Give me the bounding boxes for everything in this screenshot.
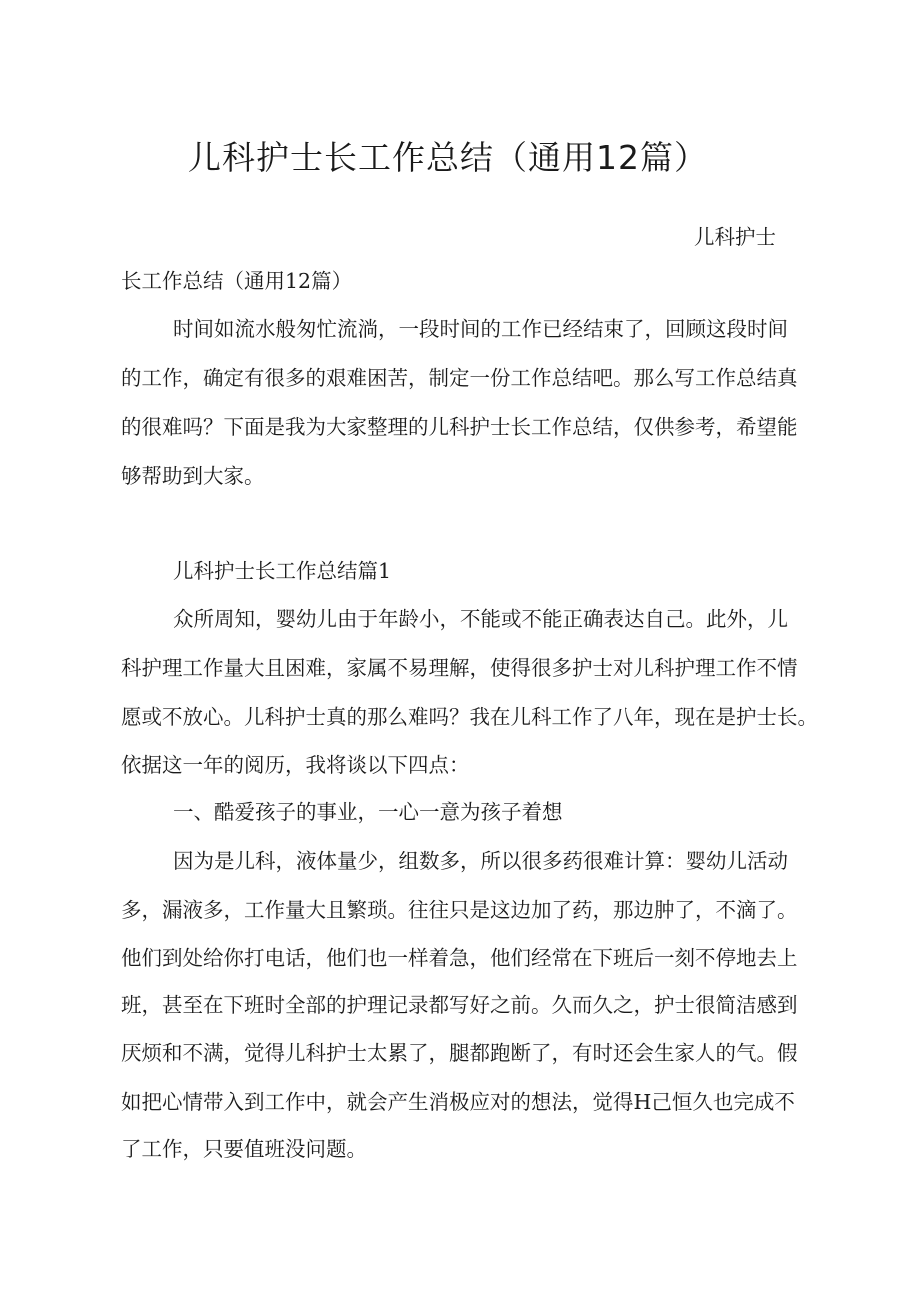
- para2-line-3: 他们到处给你打电话，他们也一样着急，他们经常在下班后一刻不停地去上: [121, 946, 798, 970]
- para1-line-1: 众所周知，婴幼儿由于年龄小，不能或不能正确表达自己。此外，儿: [173, 607, 788, 631]
- para2-line-7: 了工作，只要值班没问题。: [121, 1137, 367, 1161]
- intro-line-2: 的工作，确定有很多的艰难困苦，制定一份工作总结吧。那么写工作总结真: [121, 366, 798, 390]
- byline-first-part: 儿科护士: [694, 225, 776, 249]
- para2-line-4: 班，甚至在下班时全部的护理记录都写好之前。久而久之，护士很简洁感到: [121, 993, 798, 1017]
- para2-line-6: 如把心情带入到工作中，就会产生消极应对的想法，觉得H己恒久也完成不: [121, 1090, 795, 1114]
- section-heading: 儿科护士长工作总结篇1: [173, 559, 392, 583]
- document-title: 儿科护士长工作总结（通用12篇）: [188, 138, 708, 177]
- intro-line-1: 时间如流水般匆忙流淌，一段时间的工作已经结束了，回顾这段时间: [173, 317, 788, 341]
- byline-second-part: 长工作总结（通用12篇）: [121, 269, 353, 293]
- intro-line-4: 够帮助到大家。: [121, 464, 265, 488]
- intro-line-3: 的很难吗？下面是我为大家整理的儿科护士长工作总结，仅供参考，希望能: [121, 415, 798, 439]
- para1-line-3: 愿或不放心。儿科护士真的那么难吗？我在儿科工作了八年，现在是护士长。: [121, 705, 818, 729]
- para1-line-4: 依据这一年的阅历，我将谈以下四点：: [121, 753, 470, 777]
- para1-line-2: 科护理工作量大且困难，家属不易理解，使得很多护士对儿科护理工作不情: [121, 656, 798, 680]
- para2-line-5: 厌烦和不满，觉得儿科护士太累了，腿都跑断了，有时还会生家人的气。假: [121, 1041, 798, 1065]
- subheading: 一、酷爱孩子的事业，一心一意为孩子着想: [173, 800, 563, 824]
- para2-line-2: 多，漏液多，工作量大且繁琐。往往只是这边加了药，那边肿了，不滴了。: [121, 898, 798, 922]
- para2-line-1: 因为是儿科，液体量少，组数多，所以很多药很难计算：婴幼儿活动: [173, 849, 788, 873]
